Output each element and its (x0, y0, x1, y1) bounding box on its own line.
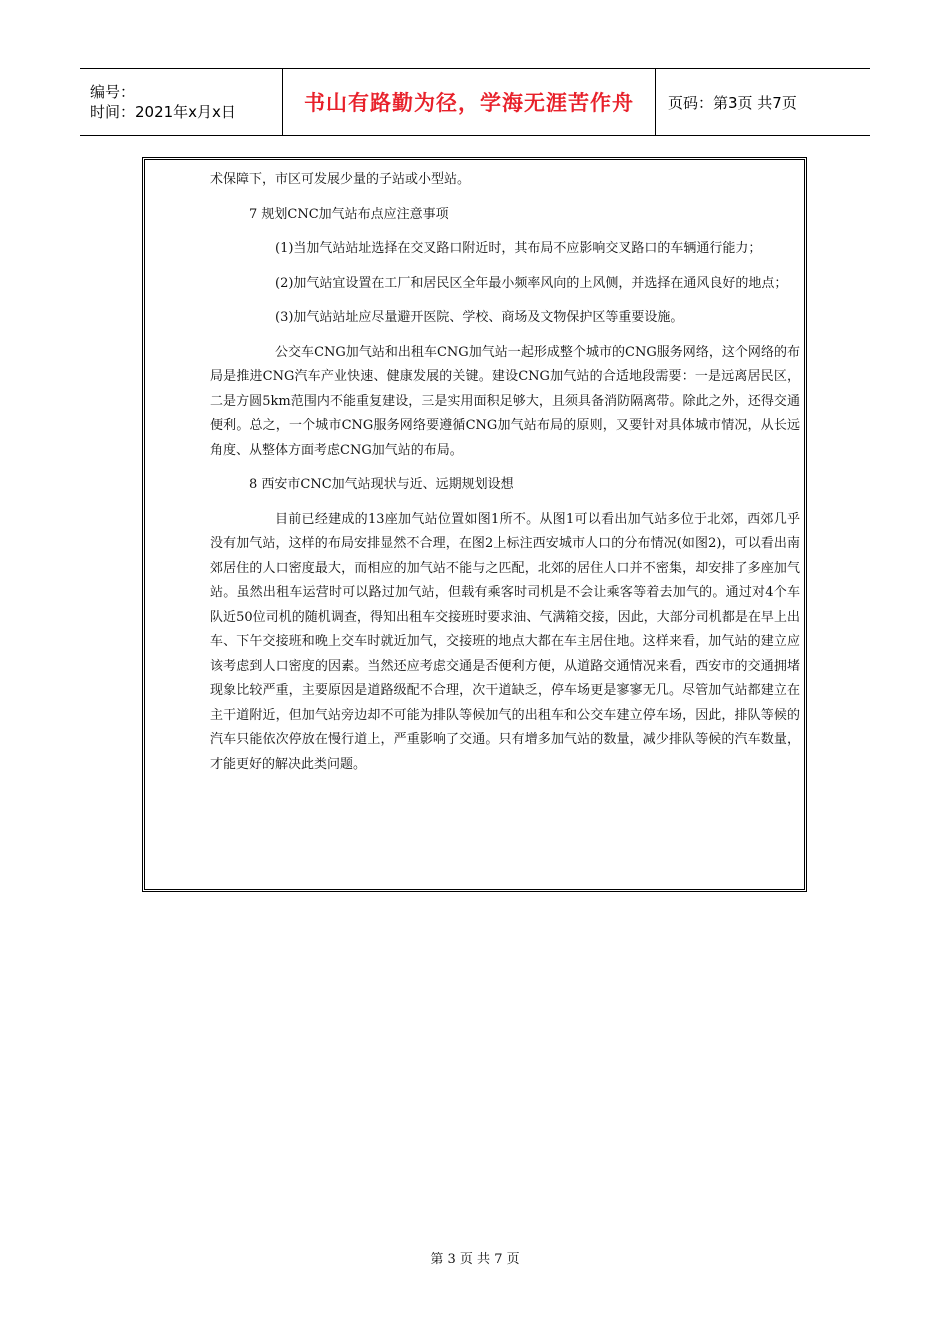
document-body (210, 168, 800, 777)
list-item-2: (2)加气站宜设置在工厂和居民区全年最小频率风向的上风侧，并选择在通风良好的地点； (275, 275, 788, 291)
document-number-label: 编号： (90, 83, 136, 101)
section-heading-8: 8 西安市CNC加气站现状与近、远期规划设想 (249, 477, 514, 492)
section-heading-7: 7 规划CNC加气站布点应注意事项 (249, 206, 449, 222)
content-frame (142, 157, 807, 892)
list-item-1: (1)当加气站站址选择在交叉路口附近时，其布局不应影响交叉路口的车辆通行能力； (275, 241, 762, 256)
header-motto-cell (282, 69, 656, 135)
paragraph-cng-network: 公交车CNG加气站和出租车CNG加气站一起形成整个城市的CNG服务网络，这个网络的布局是推进CNG汽车产业快速、健康发展的关键。建设CNG加气站的合适地段需要：一是远离居民区，二是方圆5km范围内不能重复建设，三是实用面积足够大，且须具备消防隔离带。除此之外，还得交通便利。总之，一个城市CNG服务网络要遵循CNG加气站布局的原则，又要针对具体城市情况，从长远角度、从整体方面考虑CNG加气站的布局。 (210, 344, 800, 458)
header-meta (80, 69, 282, 135)
document-time-label: 时间：2021年x月x日 (90, 103, 236, 121)
page-footer: 第 3 页 共 7 页 (430, 1252, 520, 1267)
header-motto: 书山有路勤为径，学海无涯苦作舟 (304, 91, 634, 115)
paragraph-continuation: 术保障下，市区可发展少量的子站或小型站。 (210, 172, 471, 187)
header-page-number: 页码：第3页 共7页 (668, 93, 797, 112)
paragraph-xian-status: 目前已经建成的13座加气站位置如图1所不。从图1可以看出加气站多位于北郊，西郊几乎没有加气站，这样的布局安排显然不合理，在图2上标注西安城市人口的分布情况(如图2)，可以看出南郊居住的人口密度最大，而相应的加气站不能与之匹配，北郊的居住人口并不密集，却安排了多座加气站。虽然出租车运营时可以路过加气站，但载有乘客时司机是不会让乘客等着去加气的。通过对4个车队近50位司机的随机调查，得知出租车交接班时要求油、气满箱交接，因此，大部分司机都是在早上出车、下午交接班和晚上交车时就近加气，交接班的地点大都在车主居住地。这样来看，加气站的建立应该考虑到人口密度的因素。当然还应考虑交通是否便利方便，从道路交通情况来看，西安市的交通拥堵现象比较严重，主要原因是道路级配不合理，次干道缺乏，停车场更是寥寥无几。尽管加气站都建立在主干道附近，但加气站旁边却不可能为排队等候加气的出租车和公交车建立停车场，因此，排队等候的汽车只能依次停放在慢行道上，严重影响了交通。只有增多加气站的数量，减少排队等候的汽车数量，才能更好的解决此类问题。 (210, 511, 800, 772)
page-header (80, 68, 870, 136)
list-item-3: (3)加气站站址应尽量避开医院、学校、商场及文物保护区等重要设施。 (275, 310, 684, 325)
header-page-info (656, 69, 870, 135)
